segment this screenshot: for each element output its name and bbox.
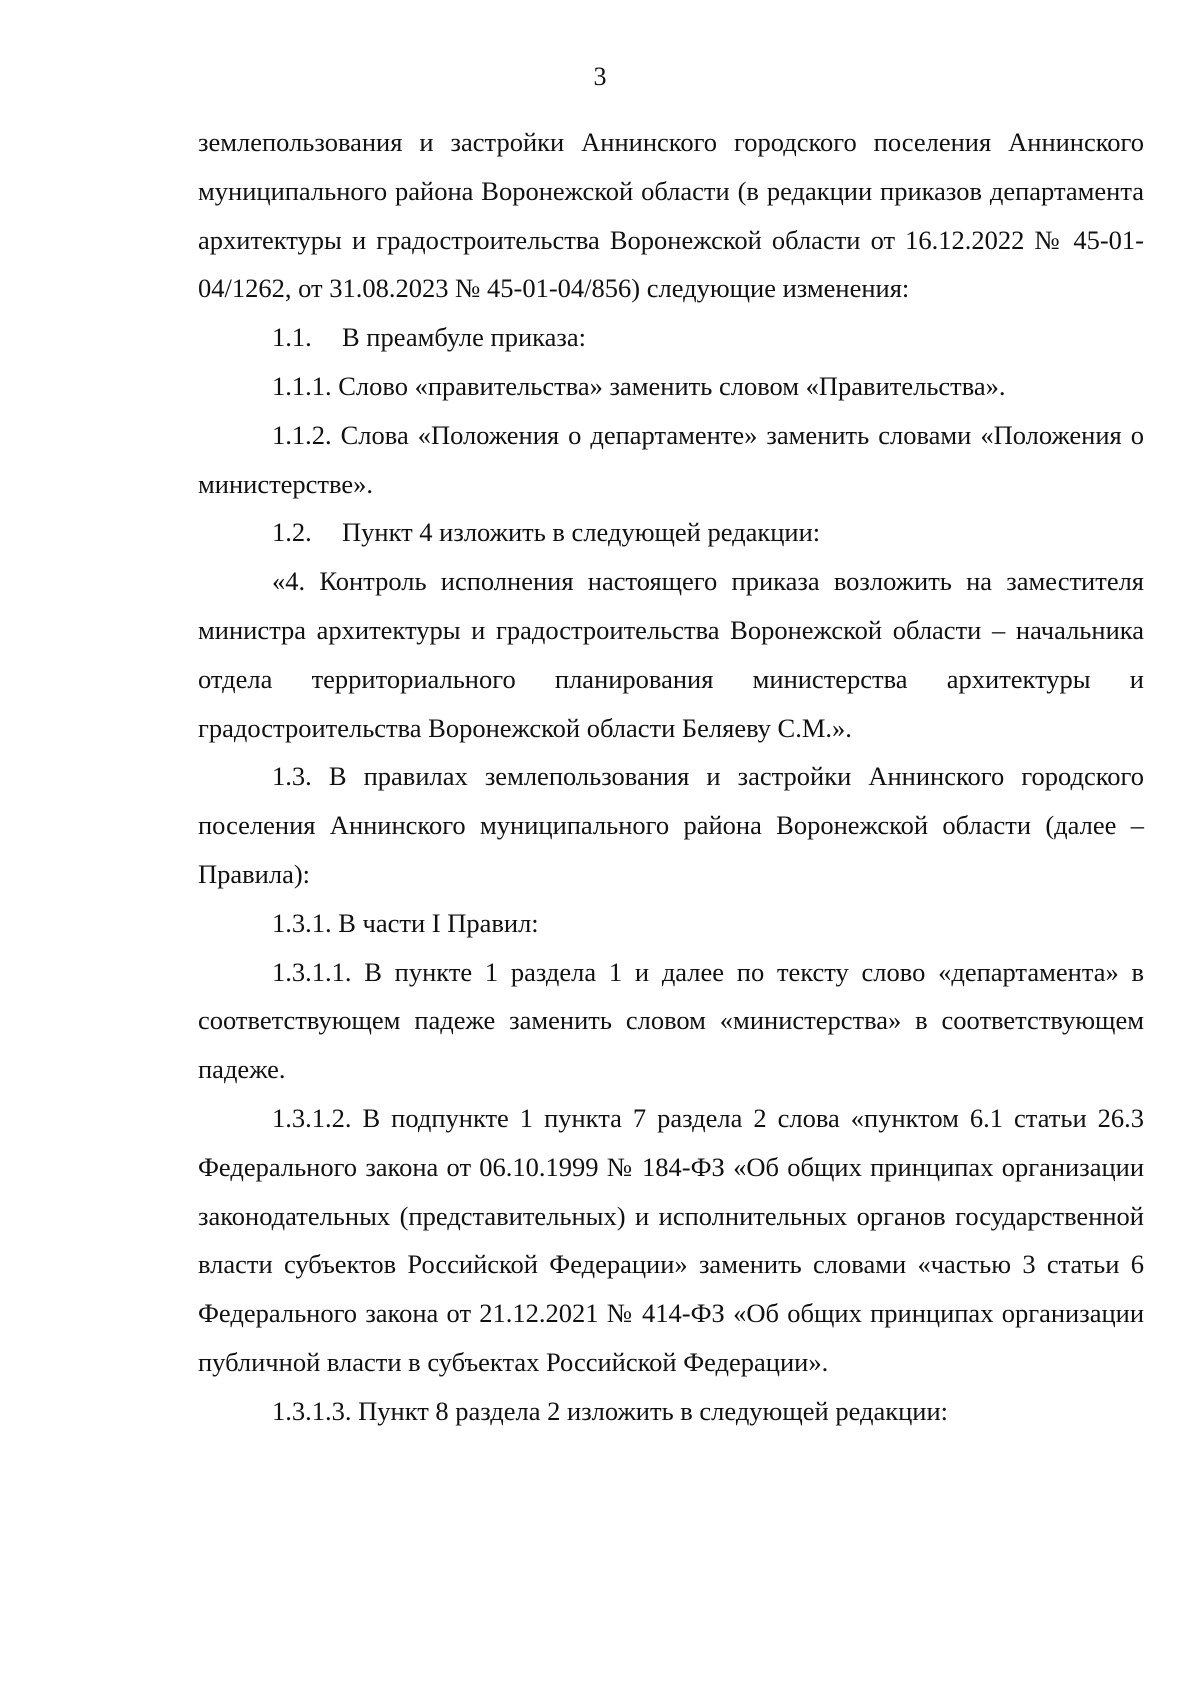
item-number: 1.2. — [272, 517, 312, 548]
paragraph-1-2 — [198, 508, 1144, 557]
paragraph-1-1-1: 1.1.1. Слово «правительства» заменить словом «Правительства». — [272, 370, 1006, 401]
paragraph-intro-continuation: землепользования и застройки Аннинского городского поселения Аннинского муниципального района Воронежской области (в редакции приказов департамента архитектуры и градостроительства Воронежской области от 16.12.2022 № 45-01-04/1262, от 31.08.2023 № 45-01-04/856) следующие изменения: — [198, 127, 1144, 304]
paragraph-1-3-1-2: 1.3.1.2. В подпункте 1 пункта 7 раздела 2 слова «пунктом 6.1 статьи 26.3 Федерального закона от 06.10.1999 № 184-ФЗ «Об общих принципах организации законодательных (представительных) и исполнительных органов государственной власти субъектов Российской Федерации» заменить словами «частью 3 статьи 6 Федерального закона от 21.12.2021 № 414-ФЗ «Об общих принципах организации публичной власти в субъектах Российской Федерации». — [198, 1102, 1144, 1377]
paragraph-quote-4: «4. Контроль исполнения настоящего приказа возложить на заместителя министра архитектуры и градостроительства Воронежской области – начальника отдела территориального планирования министерства архитектуры и градостроительства Воронежской области Беляеву С.М.». — [198, 566, 1144, 743]
paragraph-1-3-1-3: 1.3.1.3. Пункт 8 раздела 2 изложить в следующей редакции: — [272, 1395, 949, 1426]
document-body — [198, 118, 1144, 1436]
paragraph-1-3-1: 1.3.1. В части I Правил: — [272, 907, 539, 938]
item-text: В преамбуле приказа: — [342, 322, 586, 353]
paragraph-1-1-2: 1.1.2. Слова «Положения о департаменте» заменить словами «Положения о министерстве». — [198, 419, 1144, 499]
paragraph-1-3: 1.3. В правилах землепользования и застройки Аннинского городского поселения Аннинского муниципального района Воронежской области (далее – Правила): — [198, 761, 1144, 889]
item-number: 1.1. — [272, 322, 312, 353]
item-text: Пункт 4 изложить в следующей редакции: — [342, 517, 821, 548]
page-number: 3 — [593, 62, 607, 91]
paragraph-1-1 — [198, 313, 1144, 362]
paragraph-1-3-1-1: 1.3.1.1. В пункте 1 раздела 1 и далее по тексту слово «департамента» в соответствующем падеже заменить словом «министерства» в соответствующем падеже. — [198, 956, 1144, 1085]
